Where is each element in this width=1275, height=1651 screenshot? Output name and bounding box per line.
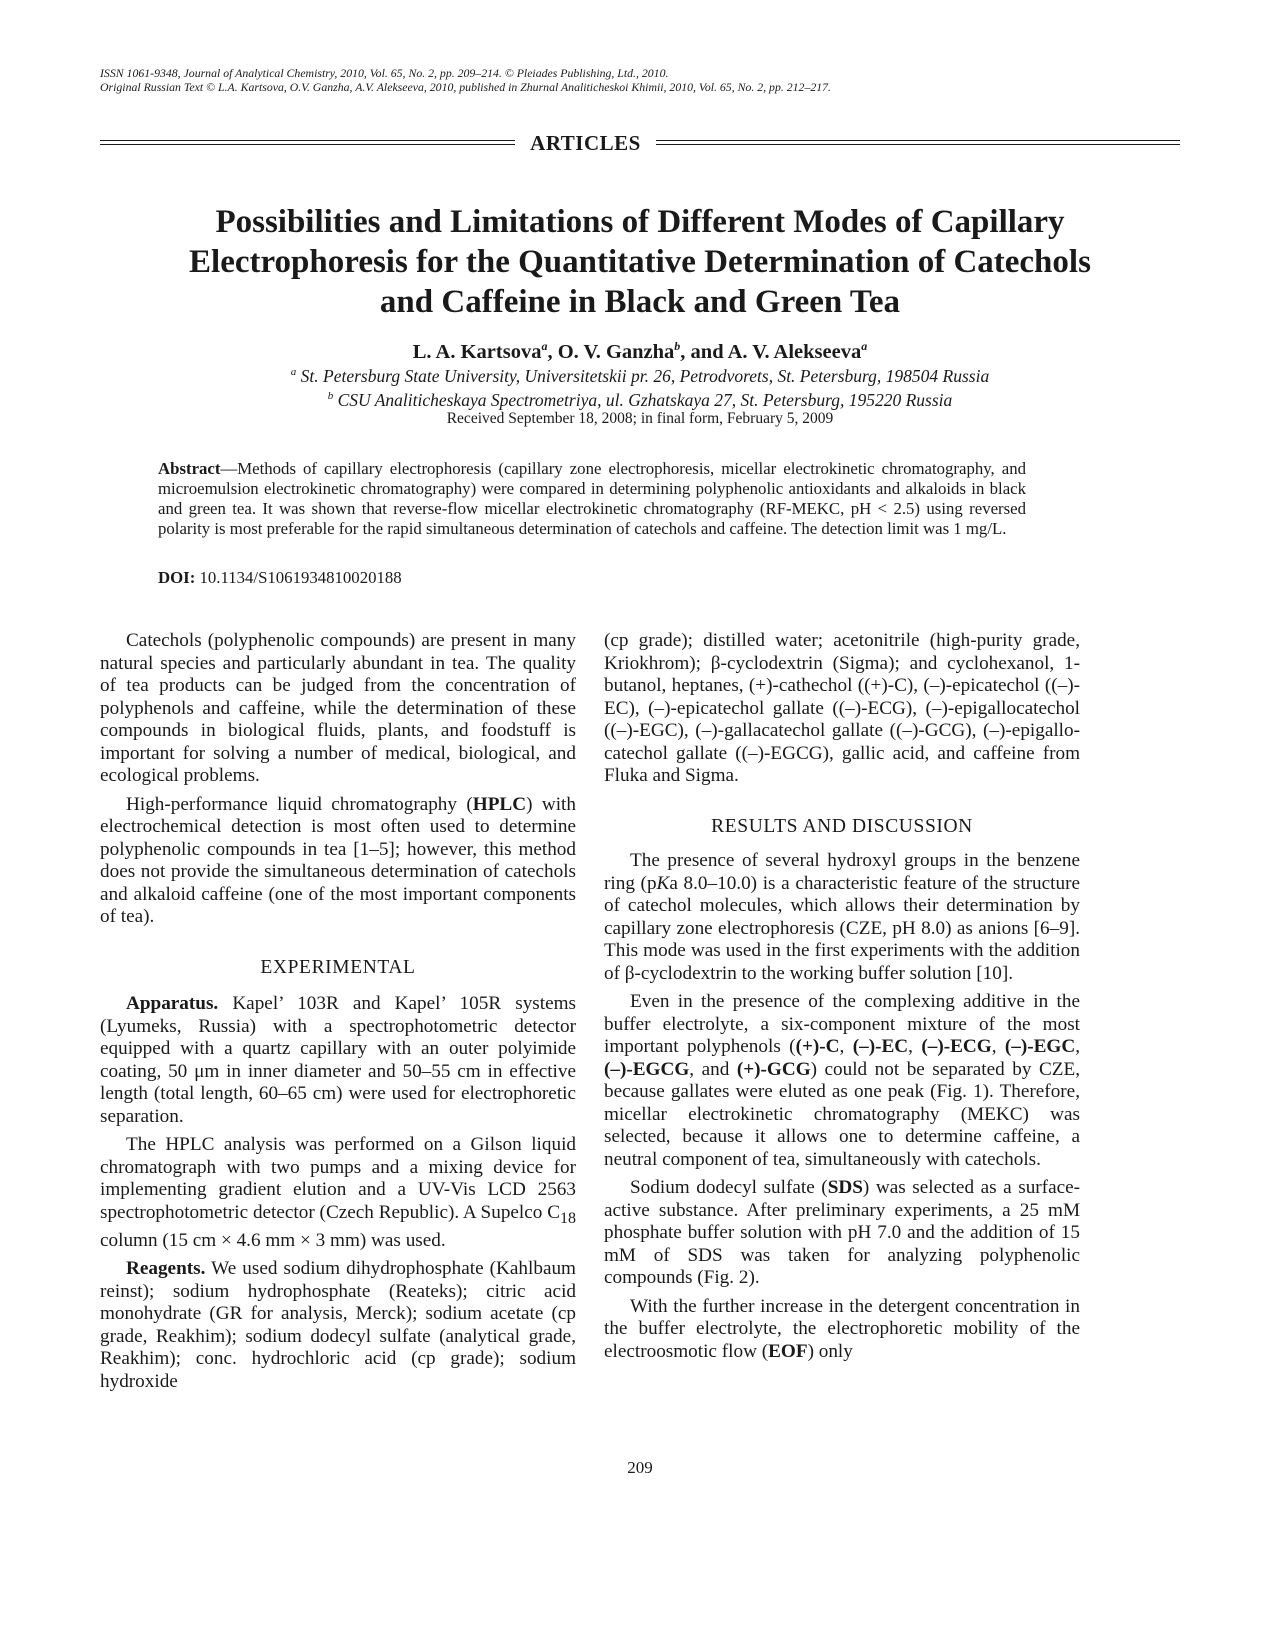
text-run: ) was selected as a surface-active substance. After preliminary experiments, a 25 mM phosphate buffer solution with pH 7.0 and the addition of 15 mM of SDS was taken for analyzing polyphenolic compounds (Fig. 2). — [604, 1177, 1081, 1288]
text-run: With the further increase in the detergent concentration in the buffer electrolyte, the electrophoretic mobility of the electroosmotic flow ( — [604, 1295, 1080, 1362]
received-dates: Received September 18, 2008; in final form, February 5, 2009 — [446, 410, 834, 427]
compound-term: (+)-C — [795, 1036, 840, 1057]
author-1-affiliation-mark: a — [541, 339, 548, 353]
author-1: L. A. Kartsova — [412, 340, 542, 363]
author-separator: , and — [680, 340, 728, 363]
heading-results: RESULTS AND DISCUSSION — [711, 815, 973, 837]
compound-term: (–)-EGC — [1004, 1036, 1076, 1057]
reagents-label: Reagents. — [126, 1258, 206, 1280]
abstract-text: —Methods of capillary electrophoresis (capillary zone electrophoresis, micellar electrokinetic chromatography, and microemulsion electrokinetic chromatography) were compared in determining polyphenolic antioxidants and alkaloids in black and green tea. It was shown that reverse-flow micellar electrokinetic chromatography (RF-MEKC, pH < 2.5) using reversed polarity is most preferable for the rapid simultaneous determination of catechols and caffeine. The detection limit was 1 mg/L. — [158, 459, 1026, 538]
heading-experimental: EXPERIMENTAL — [260, 956, 416, 978]
affiliation-a-mark: a — [290, 366, 297, 378]
intro-paragraph-2 — [100, 794, 576, 929]
text-run: a 8.0–10.0) is a characteristic feature of the structure of catechol molecules, which allows their determination by capillary zone electrophoresis (CZE, pH 8.0) as anions [6–9]. This mode was used in the first experiments with the addition of β-cyclodextrin to the working buffer solution [10]. — [604, 872, 1080, 984]
issn-line: ISSN 1061-9348, Journal of Analytical Chemistry, 2010, Vol. 65, No. 2, pp. 209–214. © Pleiades Publishing, Ltd., 2010. — [100, 66, 669, 80]
author-list — [100, 334, 1180, 364]
compound-term: (–)-ECG — [921, 1036, 992, 1057]
text-run: ) could not be separated by CZE, because gallates were eluted as one peak (Fig. 1). Therefore, micellar electrokinetic chromatography (MEKC) was selected, because it allows one to determine caffeine, a neutral component of tea, simultaneously with catechols. — [604, 1058, 1080, 1170]
hplc-paragraph — [100, 1134, 576, 1252]
text-run: ) only — [807, 1340, 853, 1362]
compound-term: (–)-EGCG — [604, 1058, 690, 1080]
compound-term: (+)-GCG — [736, 1058, 811, 1080]
text-run: , and — [689, 1058, 737, 1080]
title-line-1: Possibilities and Limitations of Different Modes of Capillary — [215, 204, 1065, 240]
subscript: 18 — [560, 1209, 576, 1227]
author-separator: , — [547, 340, 558, 363]
text-run: Sodium dodecyl sulfate ( — [630, 1177, 828, 1198]
text-run: , — [991, 1036, 1005, 1057]
journal-header — [100, 66, 1100, 94]
page-number: 209 — [627, 1458, 653, 1477]
affiliation-a — [100, 361, 1180, 387]
double-rule-right — [656, 140, 1180, 145]
doi-link[interactable]: 10.1134/S1061934810020188 — [195, 568, 402, 587]
compound-term: (–)-EC — [852, 1036, 909, 1057]
author-2: O. V. Ganzha — [557, 340, 675, 363]
results-paragraph-3 — [604, 1177, 1080, 1290]
doi-label: DOI: — [158, 568, 196, 587]
title-line-2: Electrophoresis for the Quantitative Determination of Catechols — [189, 244, 1091, 280]
text-run: High-performance liquid chromatography ( — [126, 793, 473, 815]
author-3: A. V. Alekseeva — [727, 340, 862, 363]
affiliation-b-text: CSU Analiticheskaya Spectrometriya, ul. Gzhatskaya 27, St. Petersburg, 195220 Russia — [333, 389, 953, 410]
author-3-affiliation-mark: a — [861, 339, 868, 353]
affiliation-b — [100, 385, 1180, 411]
apparatus-label: Apparatus. — [126, 993, 219, 1014]
hplc-term: HPLC — [472, 793, 527, 815]
text-run: , — [839, 1036, 853, 1057]
section-label: ARTICLES — [530, 131, 641, 155]
abstract-label: Abstract — [158, 459, 221, 478]
results-paragraph-2 — [604, 991, 1080, 1171]
right-column — [604, 630, 1080, 1369]
apparatus-paragraph — [100, 993, 576, 1128]
section-banner — [100, 130, 1180, 156]
double-rule-left — [100, 140, 515, 145]
intro-paragraph-1: Catechols (polyphenolic compounds) are present in many natural species and particularly abundant in tea. The quality of tea products can be judged from the concentration of polyphenols and caffeine, while the determination of these compounds in biological fluids, plants, and foodstuff is important for solving a number of medical, biological, and ecological problems. — [100, 630, 576, 786]
sds-term: SDS — [827, 1177, 863, 1198]
article-title — [100, 202, 1180, 322]
results-paragraph-1 — [604, 850, 1080, 985]
doi — [158, 568, 402, 588]
text-run: The presence of several hydroxyl groups in the benzene ring (p — [604, 850, 1080, 894]
text-run: column (15 cm × 4.6 mm × 3 mm) was used. — [100, 1229, 446, 1251]
text-run: ) with electrochemical detection is most often used to determine polyphenolic compounds in tea [1–5]; however, this method does not provide the simultaneous determination of catechols and alkaloid caffeine (one of the most important components of tea). — [100, 793, 576, 927]
text-run: Even in the presence of the complexing additive in the buffer electrolyte, a six-component mixture of the most important polyphenols ( — [604, 991, 1080, 1057]
affiliation-b-mark: b — [327, 390, 334, 402]
affiliation-a-text: St. Petersburg State University, Universitetskii pr. 26, Petrodvorets, St. Petersburg, 198504 Russia — [296, 365, 990, 386]
results-paragraph-4 — [604, 1296, 1080, 1364]
text-run: Kapel’ 103R and Kapel’ 105R systems (Lyumeks, Russia) with a spectrophotometric detector equipped with a quartz capillary with an outer polyimide coating, 50 μm in inner diameter and 50–55 cm in effective length (total length, 60–65 cm) were used for electrophoretic separation. — [100, 993, 576, 1127]
italic-k: K — [656, 872, 670, 894]
original-text-line: Original Russian Text © L.A. Kartsova, O.V. Ganzha, A.V. Alekseeva, 2010, published in Zhurnal Analiticheskoi Khimii, 2010, Vol. 65, No. 2, pp. 212–217. — [100, 80, 831, 94]
reagents-continued: (cp grade); distilled water; acetonitrile (high-purity grade, Kriokhrom); β-cyclodextrin (Sigma); and cyclohexanol, 1-butanol, heptanes, (+)-cathechol ((+)-C), (–)-epicatechol ((–)-EC), (–)-epicatechol gallate ((–)-ECG), (–)-epigallocatechol ((–)-EGC), (–)-gallacatechol gallate ((–)-GCG), (–)-epigallocatechol gallate ((–)-EGCG), gallic acid, and caffeine from Fluka and Sigma. — [604, 630, 1080, 786]
eof-term: EOF — [768, 1340, 808, 1362]
text-run: We used sodium dihydrophosphate (Kahlbaum reinst); sodium hydrophosphate (Reateks); citric acid monohydrate (GR for analysis, Merck); sodium acetate (cp grade, Reakhim); sodium dodecyl sulfate (analytical grade, Reakhim); conc. hydrochloric acid (cp grade); sodium hydroxide — [100, 1258, 576, 1392]
reagents-paragraph — [100, 1258, 576, 1393]
left-column — [100, 630, 576, 1399]
text-run: , — [1075, 1036, 1081, 1057]
text-run: The HPLC analysis was performed on a Gilson liquid chromatograph with two pumps and a mixing device for implementing gradient elution and a UV-Vis LCD 2563 spectrophotometric detector (Czech Republic). A Supelco C — [100, 1134, 576, 1223]
abstract — [158, 459, 1026, 539]
title-line-3: and Caffeine in Black and Green Tea — [379, 284, 901, 320]
text-run: , — [908, 1036, 922, 1057]
author-2-affiliation-mark: b — [674, 339, 681, 353]
